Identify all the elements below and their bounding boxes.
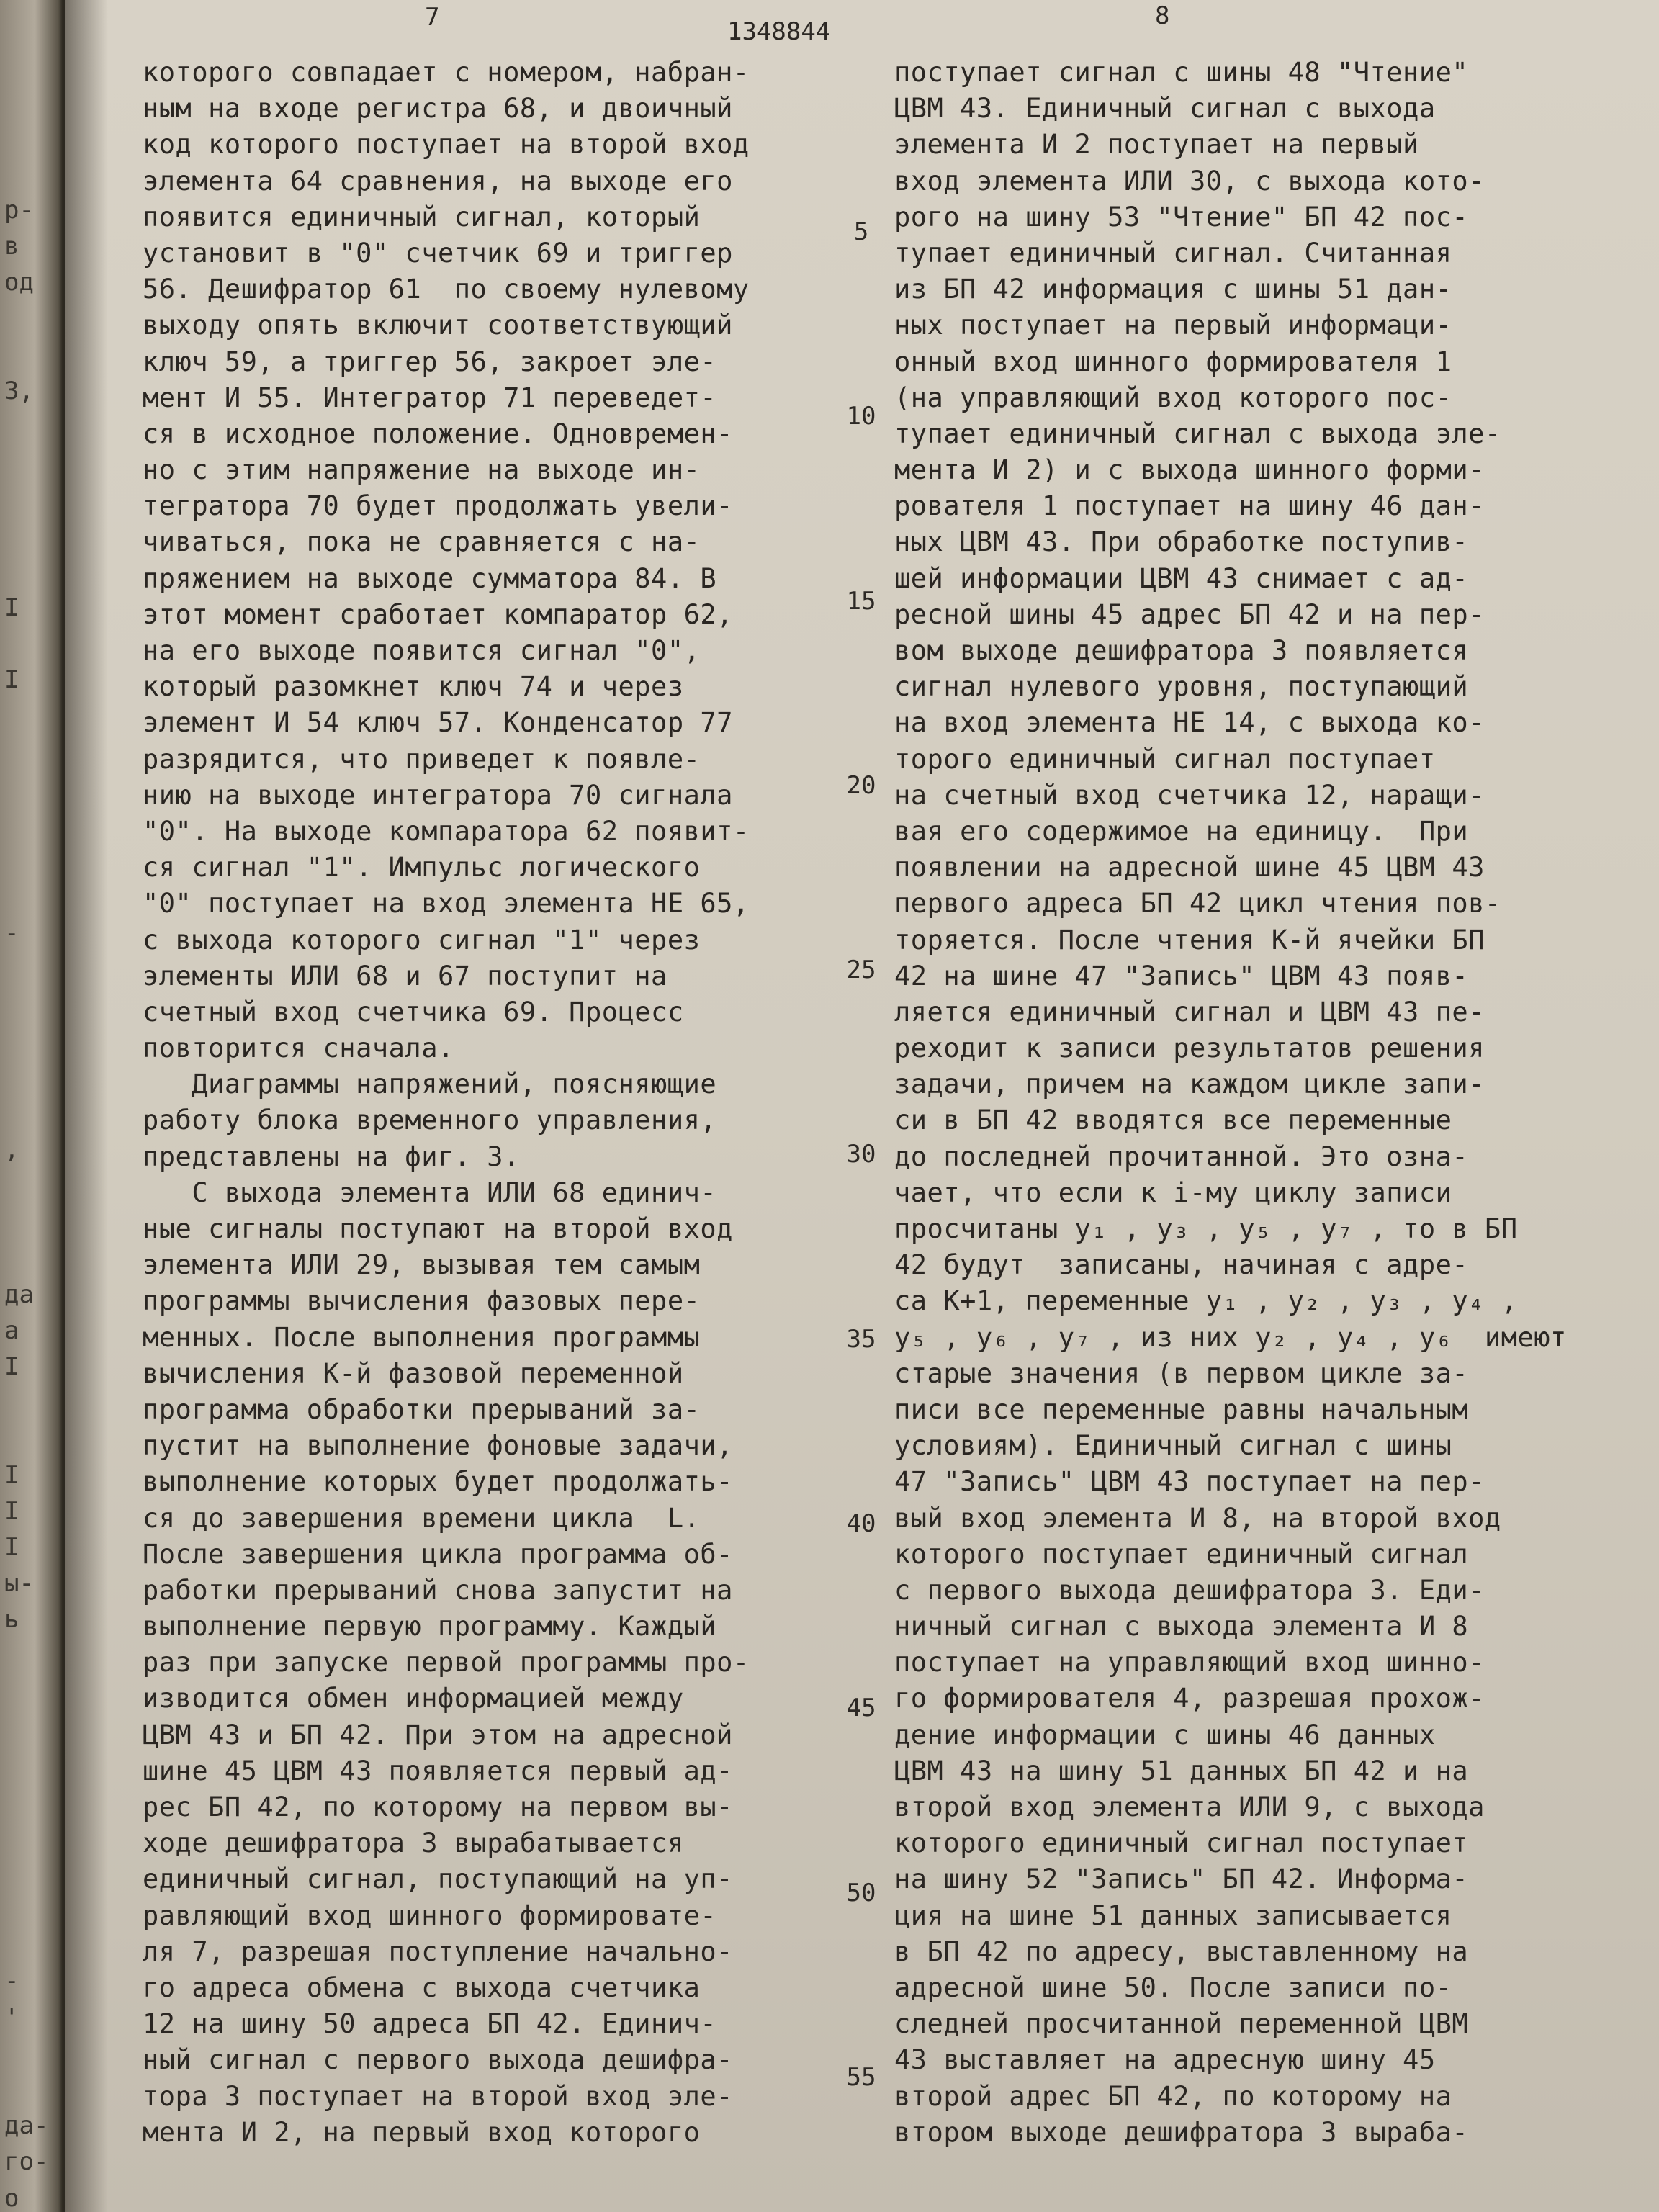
text-line: реходит к записи результатов решения	[894, 1033, 1485, 1064]
text-line: вом выходе дешифратора 3 появляется	[894, 635, 1469, 666]
margin-fragment: да	[4, 1280, 34, 1309]
text-line: y₅ , y₆ , y₇ , из них y₂ , y₄ , y₆ имеют	[894, 1321, 1567, 1353]
text-line: второй вход элемента ИЛИ 9, с выхода	[894, 1791, 1485, 1822]
text-line: рес БП 42, по которому на первом вы-	[143, 1791, 733, 1822]
line-number: 20	[846, 770, 876, 800]
text-line: ЦВМ 43 и БП 42. При этом на адресной	[143, 1719, 733, 1750]
text-line: мента И 2, на первый вход которого	[143, 2116, 701, 2148]
text-line: первого адреса БП 42 цикл чтения пов-	[894, 888, 1501, 920]
text-line: старые значения (в первом цикле за-	[894, 1357, 1469, 1389]
line-number: 10	[846, 402, 876, 431]
text-line: установит в "0" счетчик 69 и триггер	[143, 237, 733, 269]
text-line: на шину 52 "Запись" БП 42. Информа-	[894, 1863, 1469, 1895]
line-number: 15	[846, 586, 876, 616]
text-line: до последней прочитанной. Это озна-	[894, 1141, 1469, 1172]
text-line: вый вход элемента И 8, на второй вход	[894, 1502, 1501, 1534]
text-line: адресной шине 50. После записи по-	[894, 1972, 1452, 2003]
text-line: поступает сигнал с шины 48 "Чтение"	[894, 57, 1469, 88]
margin-fragment: од	[4, 268, 34, 297]
text-line: ный сигнал с первого выхода дешифра-	[143, 2044, 733, 2076]
text-line: поступает на управляющий вход шинно-	[894, 1647, 1485, 1678]
text-line: ных поступает на первый информаци-	[894, 310, 1452, 341]
text-line: ные сигналы поступают на второй вход	[143, 1213, 733, 1244]
text-line: "0". На выходе компаратора 62 появит-	[143, 815, 750, 847]
text-line: рого на шину 53 "Чтение" БП 42 пос-	[894, 201, 1469, 233]
margin-fragment: да-	[4, 2111, 49, 2141]
binding-shadow	[65, 0, 108, 2212]
text-line: 47 "Запись" ЦВМ 43 поступает на пер-	[894, 1466, 1485, 1498]
text-line: ция на шине 51 данных записывается	[894, 1899, 1452, 1931]
text-line: 42 будут записаны, начиная с адре-	[894, 1249, 1469, 1281]
margin-fragment: I	[4, 1533, 19, 1562]
text-line: на счетный вход счетчика 12, наращи-	[894, 779, 1485, 811]
text-line: Диаграммы напряжений, поясняющие	[143, 1069, 717, 1100]
text-line: ключ 59, а триггер 56, закроет эле-	[143, 346, 717, 377]
text-line: писи все переменные равны начальным	[894, 1393, 1469, 1425]
line-number: 5	[853, 217, 869, 246]
text-line: с первого выхода дешифратора 3. Еди-	[894, 1574, 1485, 1606]
text-line: условиям). Единичный сигнал с шины	[894, 1430, 1452, 1462]
text-line: которого поступает единичный сигнал	[894, 1538, 1469, 1570]
text-line: ЦВМ 43. Единичный сигнал с выхода	[894, 93, 1436, 125]
text-line: са К+1, переменные y₁ , y₂ , y₃ , y₄ ,	[894, 1285, 1518, 1317]
adjacent-page-strip	[0, 0, 63, 2212]
text-line: ничный сигнал с выхода элемента И 8	[894, 1611, 1469, 1642]
margin-fragment: ь	[4, 1605, 19, 1635]
text-line: повторится сначала.	[143, 1033, 454, 1064]
text-line: следней просчитанной переменной ЦВМ	[894, 2008, 1469, 2040]
right-page-number: 8	[1155, 1, 1170, 30]
text-line: ЦВМ 43 на шину 51 данных БП 42 и на	[894, 1755, 1469, 1786]
margin-fragment: ,	[4, 1135, 19, 1164]
text-line: работки прерываний снова запустит на	[143, 1574, 733, 1606]
margin-fragment: I	[4, 1460, 19, 1490]
text-line: который разомкнет ключ 74 и через	[143, 671, 684, 703]
text-line: сигнал нулевого уровня, поступающий	[894, 671, 1469, 703]
text-line: тегратора 70 будет продолжать увели-	[143, 490, 733, 522]
margin-fragment: I	[4, 593, 19, 622]
margin-fragment: в	[4, 231, 19, 261]
margin-fragment: -	[4, 918, 19, 948]
patent-number: 1348844	[727, 17, 831, 46]
margin-fragment: -	[4, 1966, 19, 1996]
document-page	[65, 0, 1659, 2212]
text-line: просчитаны y₁ , y₃ , y₅ , y₇ , то в БП	[894, 1213, 1518, 1244]
text-line: мент И 55. Интегратор 71 переведет-	[143, 382, 717, 413]
text-line: ходе дешифратора 3 вырабатывается	[143, 1827, 684, 1859]
text-line: ресной шины 45 адрес БП 42 и на пер-	[894, 598, 1485, 630]
text-line: ся в исходное положение. Одновремен-	[143, 418, 733, 449]
text-line: втором выходе дешифратора 3 выраба-	[894, 2116, 1469, 2148]
text-line: ся сигнал "1". Импульс логического	[143, 852, 701, 884]
line-number: 50	[846, 1878, 876, 1907]
margin-fragment: го-	[4, 2147, 49, 2177]
text-line: ных ЦВМ 43. При обработке поступив-	[894, 526, 1469, 558]
text-line: пустит на выполнение фоновые задачи,	[143, 1430, 733, 1462]
text-line: из БП 42 информация с шины 51 дан-	[894, 274, 1452, 305]
text-line: ся до завершения времени цикла L.	[143, 1502, 701, 1534]
text-line: работу блока временного управления,	[143, 1105, 717, 1136]
text-line: го формирователя 4, разрешая прохож-	[894, 1683, 1485, 1714]
text-line: мента И 2) и с выхода шинного форми-	[894, 454, 1485, 486]
text-line: элемента 64 сравнения, на выходе его	[143, 165, 733, 197]
text-line: 56. Дешифратор 61 по своему нулевому	[143, 274, 750, 305]
text-line: вычисления К-й фазовой переменной	[143, 1357, 684, 1389]
text-line: шей информации ЦВМ 43 снимает с ад-	[894, 562, 1469, 594]
text-line: но с этим напряжение на выходе ин-	[143, 454, 701, 486]
text-line: которого совпадает с номером, набран-	[143, 57, 750, 88]
left-text-column	[143, 55, 834, 2151]
text-line: тора 3 поступает на второй вход эле-	[143, 2080, 733, 2112]
text-line: го адреса обмена с выхода счетчика	[143, 1972, 701, 2003]
text-line: шине 45 ЦВМ 43 появляется первый ад-	[143, 1755, 733, 1786]
text-line: второй адрес БП 42, по которому на	[894, 2080, 1452, 2112]
text-line: на вход элемента НЕ 14, с выхода ко-	[894, 707, 1485, 739]
text-line: "0" поступает на вход элемента НЕ 65,	[143, 888, 750, 920]
text-line: тупает единичный сигнал. Считанная	[894, 237, 1452, 269]
text-line: торяется. После чтения К-й ячейки БП	[894, 924, 1485, 956]
text-line: изводится обмен информацией между	[143, 1683, 684, 1714]
margin-fragment: ы-	[4, 1569, 34, 1599]
text-line: представлены на фиг. 3.	[143, 1141, 520, 1172]
text-line: вая его содержимое на единицу. При	[894, 815, 1469, 847]
text-line: нию на выходе интегратора 70 сигнала	[143, 779, 733, 811]
text-line: элемента ИЛИ 29, вызывая тем самым	[143, 1249, 701, 1281]
text-line: выходу опять включит соответствующий	[143, 310, 733, 341]
text-line: пряжением на выходе сумматора 84. В	[143, 562, 717, 594]
text-line: которого единичный сигнал поступает	[894, 1827, 1469, 1859]
text-line: задачи, причем на каждом цикле запи-	[894, 1069, 1485, 1100]
text-line: рователя 1 поступает на шину 46 дан-	[894, 490, 1485, 522]
line-number: 25	[846, 956, 876, 985]
margin-fragment: а	[4, 1316, 19, 1345]
text-line: с выхода которого сигнал "1" через	[143, 924, 701, 956]
text-line: 42 на шине 47 "Запись" ЦВМ 43 появ-	[894, 960, 1469, 992]
text-line: разрядится, что приведет к появле-	[143, 743, 701, 775]
margin-fragment: I	[4, 1496, 19, 1526]
text-line: 12 на шину 50 адреса БП 42. Единич-	[143, 2008, 717, 2040]
text-line: После завершения цикла программа об-	[143, 1538, 733, 1570]
text-line: (на управляющий вход которого пос-	[894, 382, 1452, 413]
left-page-number: 7	[425, 3, 440, 32]
text-line: элемента И 2 поступает на первый	[894, 129, 1419, 161]
text-line: 43 выставляет на адресную шину 45	[894, 2044, 1436, 2076]
text-line: ным на входе регистра 68, и двоичный	[143, 93, 733, 125]
line-number: 30	[846, 1140, 876, 1169]
margin-fragment: о	[4, 2183, 19, 2212]
text-line: раз при запуске первой программы про-	[143, 1647, 750, 1678]
text-line: на его выходе появится сигнал "0",	[143, 635, 701, 666]
text-line: тупает единичный сигнал с выхода эле-	[894, 418, 1501, 449]
margin-fragment: р-	[4, 195, 34, 225]
margin-fragment: I	[4, 1352, 19, 1381]
text-line: ля 7, разрешая поступление начально-	[143, 1936, 733, 1967]
text-line: дение информации с шины 46 данных	[894, 1719, 1436, 1750]
text-line: чиваться, пока не сравняется с на-	[143, 526, 701, 558]
line-number: 55	[846, 2062, 876, 2092]
text-line: единичный сигнал, поступающий на уп-	[143, 1863, 733, 1895]
text-line: счетный вход счетчика 69. Процесс	[143, 996, 684, 1028]
text-line: программы вычисления фазовых пере-	[143, 1285, 701, 1317]
right-text-column	[894, 55, 1622, 2151]
margin-fragment: I	[4, 665, 19, 695]
text-line: этот момент сработает компаратор 62,	[143, 598, 733, 630]
text-line: си в БП 42 вводятся все переменные	[894, 1105, 1452, 1136]
text-line: элемент И 54 ключ 57. Конденсатор 77	[143, 707, 733, 739]
text-line: появлении на адресной шине 45 ЦВМ 43	[894, 852, 1485, 884]
text-line: в БП 42 по адресу, выставленному на	[894, 1936, 1469, 1967]
text-line: менных. После выполнения программы	[143, 1321, 701, 1353]
text-line: С выхода элемента ИЛИ 68 единич-	[143, 1177, 717, 1208]
text-line: выполнение первую программу. Каждый	[143, 1611, 717, 1642]
margin-fragment: '	[4, 2002, 19, 2032]
text-line: онный вход шинного формирователя 1	[894, 346, 1452, 377]
text-line: появится единичный сигнал, который	[143, 201, 701, 233]
text-line: выполнение которых будет продолжать-	[143, 1466, 733, 1498]
text-line: вход элемента ИЛИ 30, с выхода кото-	[894, 165, 1485, 197]
line-number: 35	[846, 1324, 876, 1354]
text-line: торого единичный сигнал поступает	[894, 743, 1436, 775]
text-line: чает, что если к i-му циклу записи	[894, 1177, 1452, 1208]
text-line: равляющий вход шинного формировате-	[143, 1899, 717, 1931]
margin-fragment: 3,	[4, 376, 34, 405]
text-line: элементы ИЛИ 68 и 67 поступит на	[143, 960, 667, 992]
text-line: код которого поступает на второй вход	[143, 129, 750, 161]
text-line: программа обработки прерываний за-	[143, 1393, 701, 1425]
text-line: ляется единичный сигнал и ЦВМ 43 пе-	[894, 996, 1485, 1028]
line-number: 45	[846, 1694, 876, 1723]
line-number: 40	[846, 1509, 876, 1538]
